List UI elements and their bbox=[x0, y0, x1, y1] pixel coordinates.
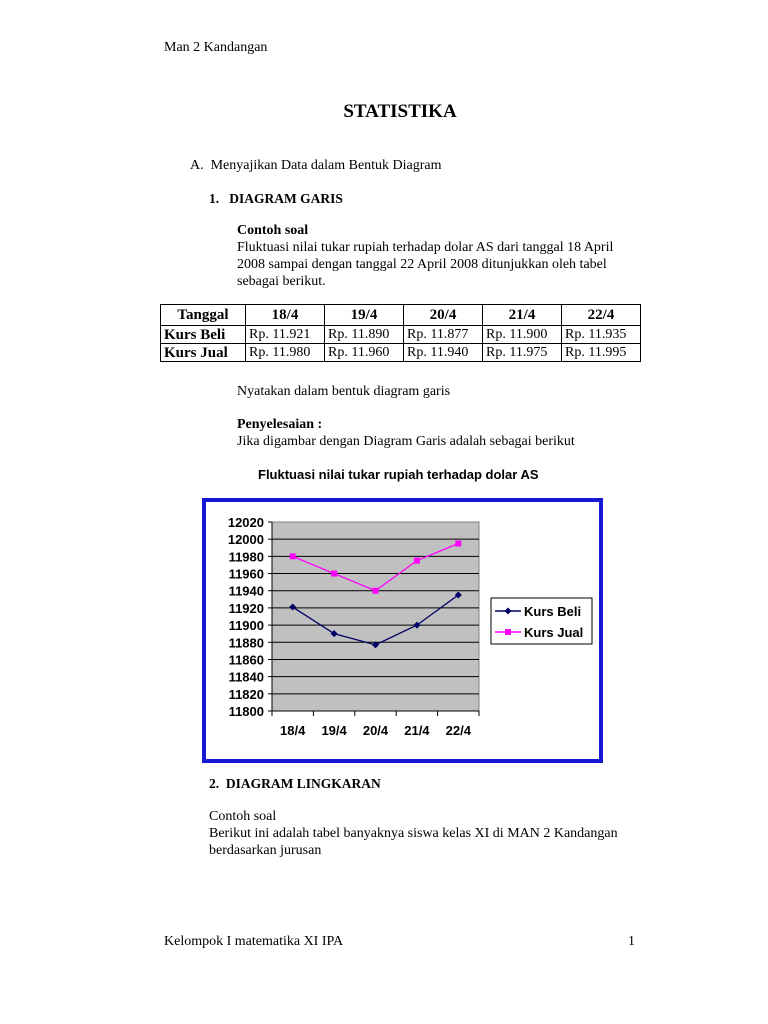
table-cell: Rp. 11.940 bbox=[404, 344, 483, 362]
y-tick-label: 11840 bbox=[228, 669, 264, 685]
table-header-cell: Tanggal bbox=[161, 305, 246, 326]
plot-area bbox=[272, 522, 479, 711]
y-tick-label: 12020 bbox=[227, 515, 264, 530]
legend-label: Kurs Jual bbox=[524, 625, 584, 640]
legend-label: Kurs Beli bbox=[524, 604, 582, 619]
page-title: STATISTIKA bbox=[343, 101, 457, 122]
contoh-line-3: sebagai berikut. bbox=[237, 274, 326, 289]
chart-title: Fluktuasi nilai tukar rupiah terhadap dolar AS bbox=[258, 467, 539, 482]
x-tick-label: 19/4 bbox=[321, 723, 347, 738]
y-tick-label: 11920 bbox=[228, 600, 264, 616]
table-cell: Rp. 11.935 bbox=[562, 326, 641, 344]
penyelesaian-text: Jika digambar dengan Diagram Garis adalah sebagai berikut bbox=[237, 434, 575, 449]
table-cell: Rp. 11.877 bbox=[404, 326, 483, 344]
line-chart bbox=[206, 502, 599, 759]
table-cell: Rp. 11.995 bbox=[562, 344, 641, 362]
table-header-cell: 18/4 bbox=[246, 305, 325, 326]
table-header-cell: 22/4 bbox=[562, 305, 641, 326]
kurs-table bbox=[160, 304, 641, 362]
data-point bbox=[290, 553, 296, 559]
contoh2-line-1: Berikut ini adalah tabel banyaknya siswa kelas XI di MAN 2 Kandangan bbox=[209, 826, 618, 841]
section-a-heading: A. Menyajikan Data dalam Bentuk Diagram bbox=[190, 158, 442, 173]
data-point bbox=[455, 540, 461, 546]
data-point bbox=[414, 558, 420, 564]
x-tick-label: 20/4 bbox=[362, 723, 389, 738]
table-cell: Rp. 11.890 bbox=[325, 326, 404, 344]
document-header: Man 2 Kandangan bbox=[164, 40, 268, 55]
page-number: 1 bbox=[628, 934, 635, 949]
y-tick-label: 11900 bbox=[228, 618, 264, 634]
section-1-heading: 1. DIAGRAM GARIS bbox=[209, 191, 343, 206]
y-tick-label: 11960 bbox=[228, 566, 264, 582]
table-cell: Rp. 11.900 bbox=[483, 326, 562, 344]
table-header-row bbox=[161, 305, 641, 326]
y-tick-label: 11980 bbox=[228, 549, 264, 565]
table-cell: Rp. 11.960 bbox=[325, 344, 404, 362]
legend-marker bbox=[505, 629, 511, 635]
y-tick-label: 12000 bbox=[227, 532, 264, 548]
instruction-text: Nyatakan dalam bentuk diagram garis bbox=[237, 384, 451, 399]
table-row bbox=[161, 344, 641, 362]
table-header-cell: 19/4 bbox=[325, 305, 404, 326]
table-header-cell: 20/4 bbox=[404, 305, 483, 326]
x-tick-label: 18/4 bbox=[280, 723, 306, 738]
chart-frame bbox=[202, 498, 603, 763]
data-point bbox=[373, 588, 379, 594]
penyelesaian-label: Penyelesaian : bbox=[237, 417, 323, 432]
data-point bbox=[331, 571, 337, 577]
table-cell: Rp. 11.975 bbox=[483, 344, 562, 362]
y-tick-label: 11800 bbox=[228, 704, 264, 719]
contoh-line-2: 2008 sampai dengan tanggal 22 April 2008 ditunjukkan oleh tabel bbox=[237, 257, 607, 272]
table-row bbox=[161, 326, 641, 344]
contoh-line-1: Fluktuasi nilai tukar rupiah terhadap dolar AS dari tanggal 18 April bbox=[237, 240, 614, 255]
table-row-header: Kurs Jual bbox=[161, 344, 246, 362]
table-cell: Rp. 11.980 bbox=[246, 344, 325, 362]
y-tick-label: 11880 bbox=[228, 635, 264, 651]
x-tick-label: 21/4 bbox=[404, 723, 430, 738]
table-cell: Rp. 11.921 bbox=[246, 326, 325, 344]
y-tick-label: 11940 bbox=[228, 583, 264, 599]
contoh2-line-2: berdasarkan jurusan bbox=[209, 843, 322, 858]
x-tick-label: 22/4 bbox=[445, 723, 471, 738]
section-2-heading: 2. DIAGRAM LINGKARAN bbox=[209, 776, 381, 791]
footer-text: Kelompok I matematika XI IPA bbox=[164, 934, 344, 949]
contoh-soal-2-label: Contoh soal bbox=[209, 809, 277, 824]
y-tick-label: 11820 bbox=[228, 686, 264, 702]
table-header-cell: 21/4 bbox=[483, 305, 562, 326]
table-row-header: Kurs Beli bbox=[161, 326, 246, 344]
y-tick-label: 11860 bbox=[228, 652, 264, 668]
contoh-soal-label: Contoh soal bbox=[237, 223, 309, 238]
